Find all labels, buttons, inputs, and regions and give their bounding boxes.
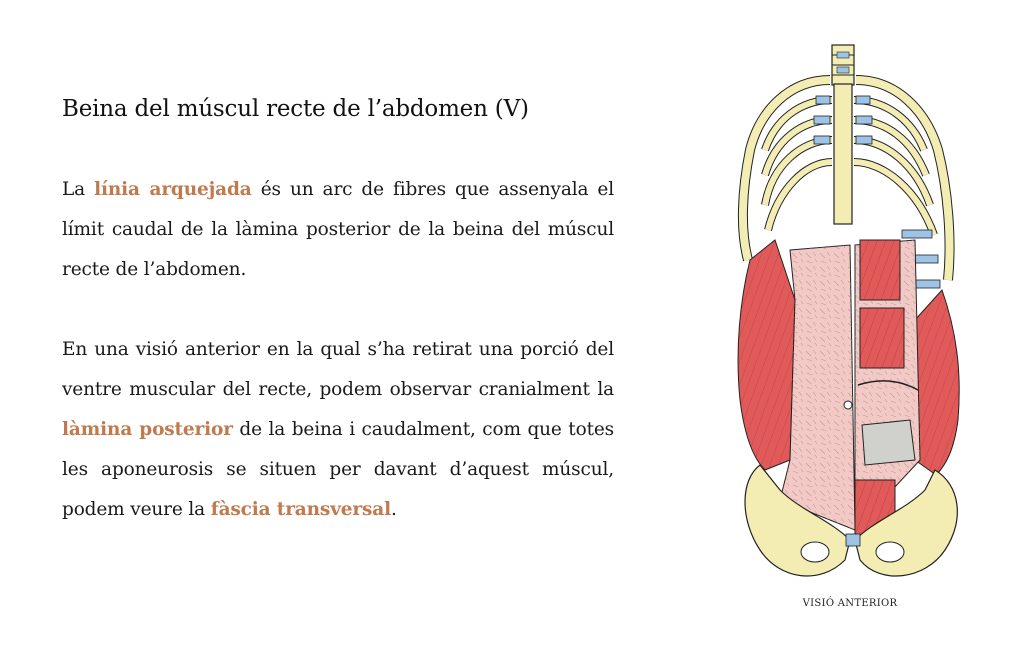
sternum [834,84,852,224]
slide-title: Beina del múscul recte de l’abdomen (V) [62,96,529,122]
paragraph-anterior-view [62,330,614,530]
paragraph-text: La [62,179,95,200]
figure-caption: VISIÓ ANTERIOR [802,598,898,609]
highlight-arcuate-line: línia arquejada [94,179,252,200]
pubic-symphysis [846,534,860,546]
paragraph-arcuate-line [62,170,614,290]
umbilicus [844,401,852,409]
highlight-posterior-lamina: làmina posterior [62,419,233,440]
highlight-transversalis-fascia: fàscia transversal [210,499,391,520]
vertebral-column [832,45,854,85]
paragraph-text: és un arc de fibres que assenyala el límit caudal de la làmina posterior de la beina del múscul recte de l’abdomen. [62,179,614,280]
paragraph-text: de la beina i caudalment, com que totes les aponeurosis se situen per davant d’aquest múscul, podem veure la [62,419,614,520]
paragraph-text: . [391,499,397,520]
anatomy-illustration [720,40,980,600]
transversalis-fascia [862,420,915,465]
paragraph-text: En una visió anterior en la qual s’ha retirat una porció del ventre muscular del recte, podem observar cranialment la [62,339,614,400]
abdominal-wall-drawing [720,40,980,600]
